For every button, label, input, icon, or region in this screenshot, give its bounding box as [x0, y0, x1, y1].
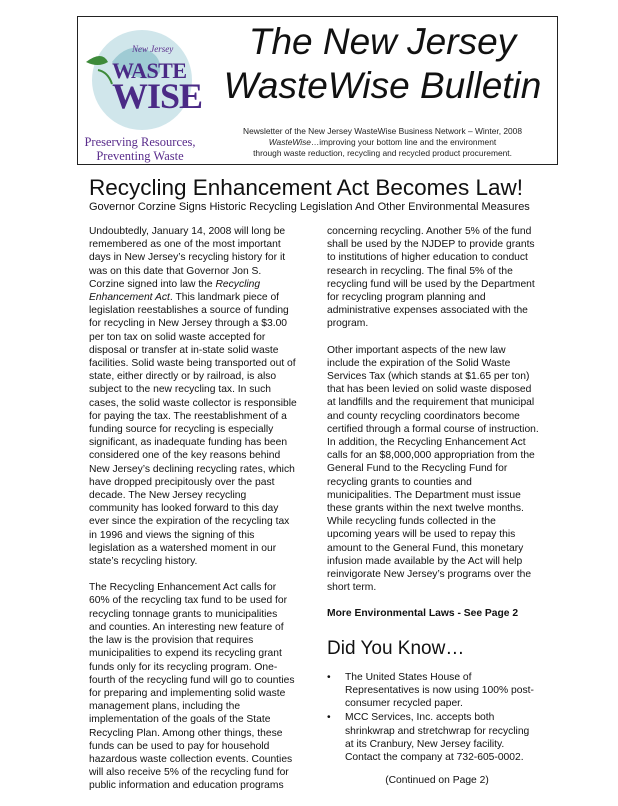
continued-note: (Continued on Page 2) — [385, 775, 489, 787]
article-headline: Recycling Enhancement Act Becomes Law! — [89, 175, 523, 200]
bullet-icon: • — [327, 671, 331, 683]
tagline-line2 — [200, 137, 565, 148]
list-item — [327, 711, 539, 764]
masthead-title-line2: WasteWise Bulletin — [223, 65, 542, 106]
article-subheadline: Governor Corzine Signs Historic Recycling Legislation And Other Environmental Measures — [89, 201, 530, 213]
logo-wise-text: WISE — [112, 76, 203, 116]
did-you-know-list — [327, 671, 539, 764]
right-paragraph-2: Other important aspects of the new law include the expiration of the Solid Waste Services Tax (which stands at $1.65 per ton) that has been levied on solid waste disposed at landfills and the requirement that municipal and county recycling coordinators become certified through a formal course of instruction. In addition, the Recycling Enhancement Act calls for an $8,000,000 appropriation from the General Fund to the Recycling Fund for recycling grants to counties and municipalities. The Department must issue these grants within the next twelve months. While recycling funds collected in the upcoming years will be used to repay this amount to the General Fund, this monetary infusion made available by the Act will help reinvigorate New Jersey’s programs over the short term. — [327, 344, 539, 594]
left-column — [89, 225, 297, 806]
bullet-icon: • — [327, 712, 331, 724]
masthead-tagline — [200, 126, 565, 159]
did-you-know-title: Did You Know… — [327, 637, 465, 659]
logo-state-text: New Jersey — [132, 44, 174, 54]
left-p1-rest: . This landmark piece of legislation reestablishes a source of funding for recycling in New Jersey through a $3.00 per ton tax on solid waste accepted for disposal or transfer at in-state solid waste facilities. Solid waste being transported out of state, either directly or by railroad, is also subject to the new recycling tax. In such cases, the solid waste collector is responsible for paying the tax. The reestablishment of a funding source for recycling is especially significant, as inadequate funding has been considered one of the key reasons behind New Jersey’s declining recycling rates, which have dropped precipitously over the past decade. The New Jersey recycling community has looked forward to this day ever since the expiration of the recycling tax in 1996 and views the signing of this legislation as a watershed moment in our state’s recycling history. — [89, 292, 297, 568]
list-item-text: The United States House of Representatives is now using 100% post-consumer recycled paper. — [345, 671, 534, 710]
logo-slogan-line1: Preserving Resources, — [84, 135, 196, 149]
masthead-title — [200, 20, 565, 108]
left-paragraph-2: The Recycling Enhancement Act calls for 60% of the recycling tax fund to be used for recycling tonnage grants to municipalities and counties. An interesting new feature of the law is the provision that requires municipalities to expend its recycling grant funds only for its recycling program. One-fourth of the recycling fund will go to counties for preparing and implementing solid waste management plans, including the implementation of the goals of the State Recycling Plan. Among other things, these funds can be used to pay for household hazardous waste collection events. Counties will also receive 5% of the recycling fund for public information and education programs — [89, 582, 295, 792]
more-laws-link[interactable]: More Environmental Laws - See Page 2 — [327, 608, 519, 620]
tagline-wastewise: WasteWise — [268, 137, 311, 147]
logo-waste-text: WASTE — [112, 58, 187, 83]
tagline-line1: Newsletter of the New Jersey WasteWise Business Network – Winter, 2008 — [243, 126, 522, 136]
logo-slogan-line2: Preventing Waste — [96, 149, 184, 163]
tagline-line3: through waste reduction, recycling and recycled product procurement. — [253, 148, 512, 158]
logo-slogan — [80, 135, 200, 163]
right-paragraph-1: concerning recycling. Another 5% of the fund shall be used by the NJDEP to provide grants to institutions of higher education to conduct research in recycling. The final 5% of the recycling fund will be used by the Department for recycling program planning and administrative expenses associated with the program. — [327, 226, 535, 330]
act-name-italic: Recycling Enhancement Act — [89, 278, 261, 304]
list-item — [327, 671, 539, 711]
right-column — [327, 225, 539, 787]
left-p1-start: Undoubtedly, January 14, 2008 will long be remembered as one of the most important days in New Jersey’s recycling history for it was on this date that Governor Jon S. Corzine signed into law the — [89, 226, 286, 290]
tagline-line2-rest: …improving your bottom line and the environment — [310, 137, 497, 147]
left-paragraph-1 — [89, 225, 297, 568]
masthead-title-line1: The New Jersey — [248, 21, 517, 62]
list-item-text: MCC Services, Inc. accepts both shrinkwrap and stretchwrap for recycling at its Cranbury, New Jersey facility. Contact the company at 732-605-0002. — [345, 712, 530, 763]
